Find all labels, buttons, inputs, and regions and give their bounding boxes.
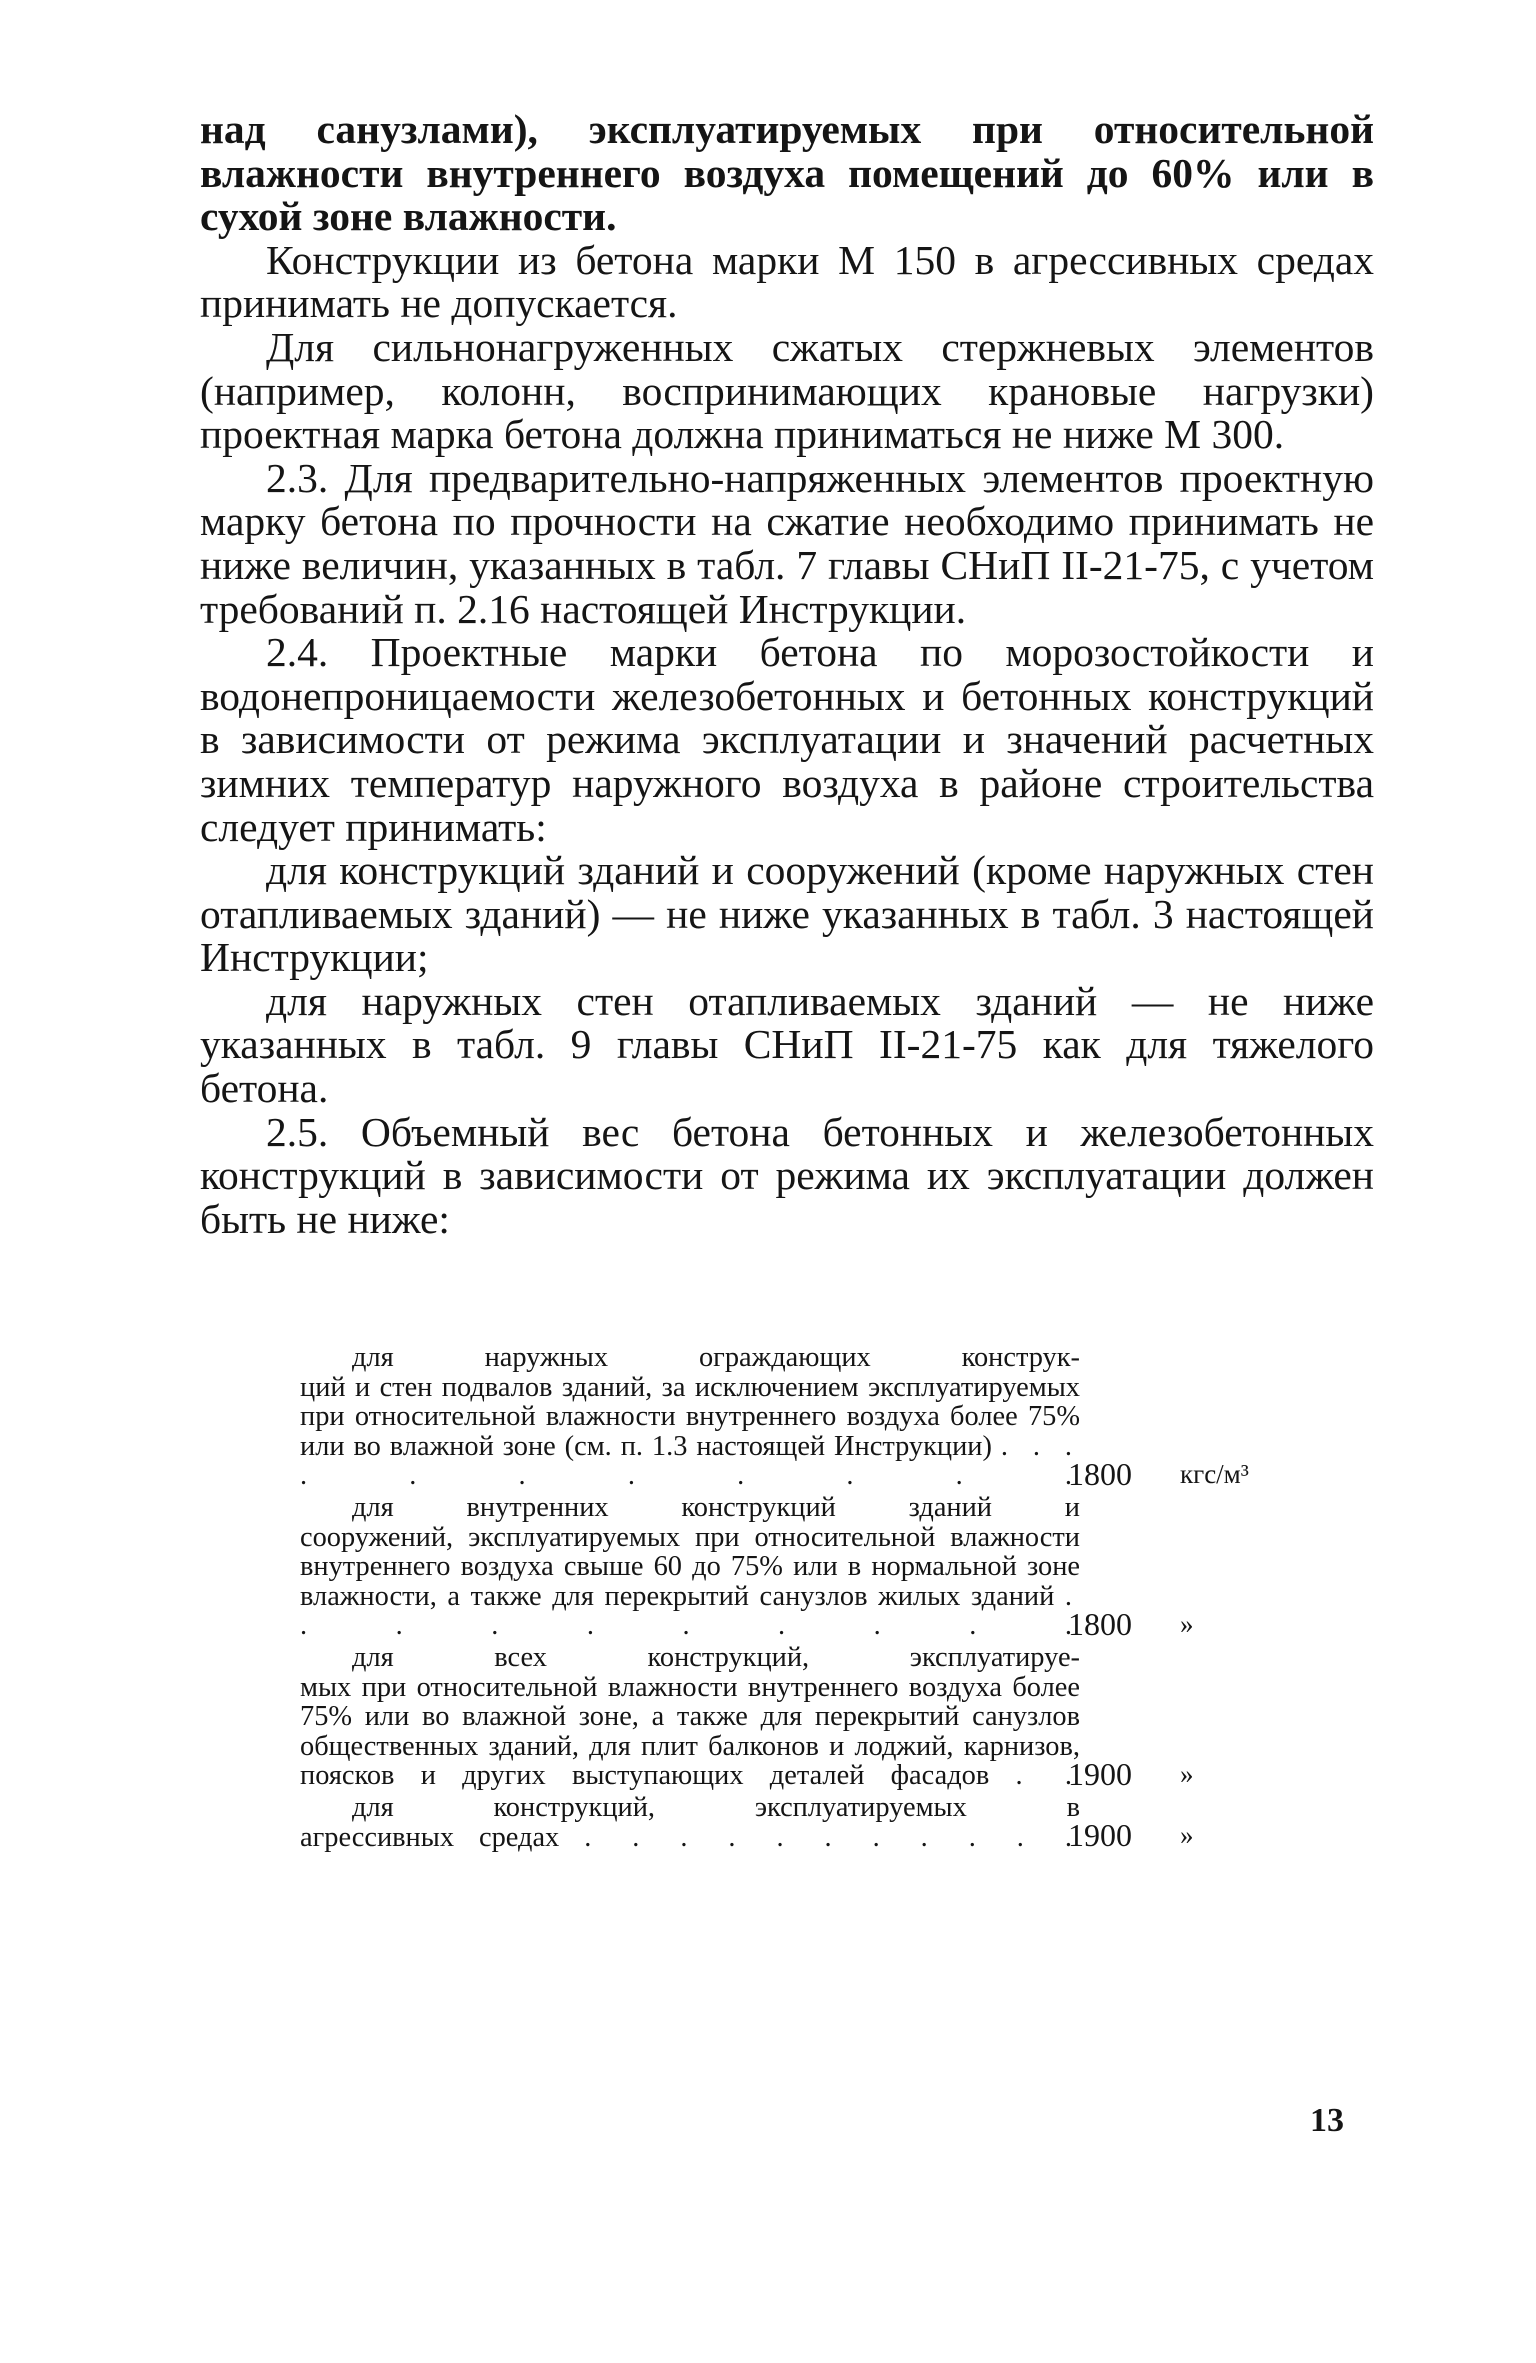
density-item-text	[300, 1343, 1080, 1491]
density-item-rest: агрессивных средах	[300, 1821, 560, 1853]
paragraph-continuation: над санузлами), эксплуатируемых при относительной влажности внутреннего воздуха помещений до 60% или в сухой зоне влажности.	[200, 106, 1374, 240]
density-unit: »	[1180, 1758, 1194, 1789]
page-body	[200, 108, 1374, 1241]
density-item-rest: сооружений, эксплуатируемых при относительной влажности внутреннего воздуха свыше 60 до 75% или в нормальной зоне влажности, а также для перекрытий санузлов жилых зданий	[300, 1521, 1080, 1612]
density-item-rest: мых при относительной влажности внутреннего воздуха более 75% или во влажной зоне, а также для перекрытий санузлов общественных зданий, для плит балконов и лоджий, карнизов, поясков и других выступающих деталей фасадов	[300, 1671, 1080, 1792]
density-item-internal	[300, 1491, 1194, 1642]
dot-leader: . .	[1015, 1760, 1081, 1792]
paragraph-2-4-buildings: для конструкций зданий и сооружений (кроме наружных стен отапливаемых зданий) — не ниже указанных в табл. 3 настоящей Инструкции;	[200, 847, 1374, 981]
density-item-rest: ций и стен подвалов зданий, за исключением эксплуатируемых при относительной влажности внутреннего воздуха более 75% или во влажной зоне (см. п. 1.3 настоящей Инструкции)	[300, 1371, 1080, 1462]
density-unit: »	[1180, 1820, 1194, 1851]
density-item-first-line: для всех конструкций, эксплуатируе-	[352, 1641, 1080, 1673]
density-item-text	[300, 1493, 1080, 1641]
density-item-first-line: для конструкций, эксплуатируемых в	[352, 1791, 1080, 1823]
paragraph-2-5: 2.5. Объемный вес бетона бетонных и железобетонных конструкций в зависимости от режима их эксплуатации должен быть не ниже:	[200, 1108, 1374, 1242]
density-item-humid	[300, 1641, 1194, 1792]
density-item-first-line: для наружных ограждающих конструк-	[352, 1342, 1080, 1373]
density-item-first-line: для внутренних конструкций зданий и	[352, 1491, 1080, 1523]
density-list	[300, 1342, 1249, 1854]
density-item-external	[300, 1342, 1249, 1492]
density-unit: »	[1180, 1608, 1194, 1639]
dot-leader: . . . . . . . . . .	[300, 1580, 1080, 1642]
paragraph-2-3: 2.3. Для предварительно-напряженных элементов проектную марку бетона по прочности на сжатие необходимо принимать не ниже величин, указанных в табл. 7 главы СНиП II-21-75, с учетом требований п. 2.16 настоящей Инструкции.	[200, 454, 1374, 632]
density-value: 1800	[1068, 1455, 1132, 1492]
density-item-aggressive	[300, 1791, 1194, 1854]
dot-leader: . . . . . . . . . . .	[300, 1430, 1080, 1492]
paragraph-2-4: 2.4. Проектные марки бетона по морозостойкости и водонепроницаемости железобетонных и бетонных конструкций в зависимости от режима эксплуатации и значений расчетных зимних температур наружного воздуха в районе строительства следует принимать:	[200, 629, 1374, 850]
paragraph-heavy-elements: Для сильнонагруженных сжатых стержневых элементов (например, колонн, воспринимающих крановые нагрузки) проектная марка бетона должна приниматься не ниже М 300.	[200, 323, 1374, 458]
page-number: 13	[1310, 2102, 1344, 2139]
paragraph-m150: Конструкции из бетона марки М 150 в агрессивных средах принимать не допускается.	[200, 236, 1374, 327]
density-value: 1800	[1068, 1605, 1132, 1642]
density-item-text	[300, 1793, 1080, 1852]
density-unit: кгс/м³	[1180, 1458, 1249, 1489]
density-value: 1900	[1068, 1755, 1132, 1792]
dot-leader: . . . . . . . . . . .	[584, 1821, 1080, 1853]
paragraph-2-4-walls: для наружных стен отапливаемых зданий — не ниже указанных в табл. 9 главы СНиП II-21-75 как для тяжелого бетона.	[200, 977, 1374, 1112]
density-value: 1900	[1068, 1817, 1132, 1854]
density-item-text	[300, 1643, 1080, 1791]
